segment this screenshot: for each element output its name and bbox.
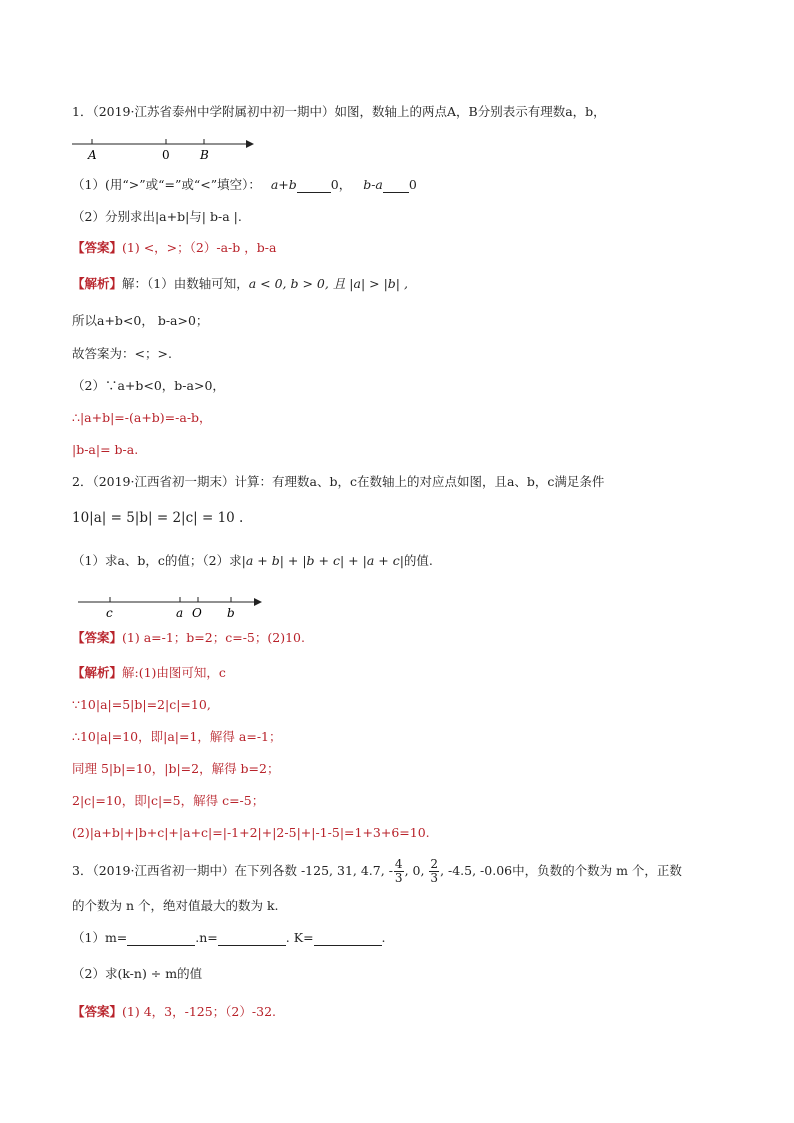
q3-part1-end: . xyxy=(381,930,386,945)
axis-label-b: b xyxy=(227,606,235,620)
q2-question-suffix: 的值. xyxy=(403,553,433,568)
q1-part2: （2）分别求出|a+b|与| b-a |. xyxy=(72,209,242,224)
q3-part1-k: . K= xyxy=(285,930,314,945)
q3-stem-suffix: , -4.5, -0.06中，负数的个数为 m 个，正数 xyxy=(440,863,682,878)
arrow-right-icon xyxy=(254,598,262,606)
q3-frac1-num: 4 xyxy=(394,857,403,871)
q1-analysis-lead: 解：（1）由数轴可知， xyxy=(122,276,249,291)
q2-line-4: 2|c|=10，即|c|=5，解得 c=-5； xyxy=(72,793,265,808)
q2-line-3: 同理 5|b|=10，|b|=2，解得 b=2； xyxy=(72,761,280,776)
q3-frac2-num: 2 xyxy=(430,857,439,871)
q1-line-1: 所以a+b<0， b-a>0； xyxy=(72,313,209,328)
answer-tag: 【答案】 xyxy=(72,630,123,645)
axis-label-a: a xyxy=(176,606,184,620)
answer-tag: 【答案】 xyxy=(72,240,123,255)
q1-line-5: |b-a|= b-a. xyxy=(72,442,139,457)
q1-answer xyxy=(72,240,276,256)
q3-part1 xyxy=(72,930,386,946)
q2-question-prefix: （1）求a、b，c的值；（2）求 xyxy=(72,553,242,568)
q2-question-math: |a + b| + |b + c| + |a + c| xyxy=(241,553,404,568)
q3-stem-mid: , 0, xyxy=(404,863,425,878)
q1-answer-text: (1) <，>；（2）-a-b ，b-a xyxy=(122,240,277,255)
axis-label-0: 0 xyxy=(162,148,170,162)
axis-label-a: A xyxy=(88,148,97,162)
q3-stem-prefix: 3．（2019·江西省初一期中）在下列各数 -125, 31, 4.7, xyxy=(72,863,385,878)
blank-k[interactable] xyxy=(314,933,382,946)
q3-part1-n: .n= xyxy=(195,930,218,945)
q3-frac1-sign: - xyxy=(388,863,393,878)
q1-line-3: （2）∵a+b<0，b-a>0， xyxy=(72,378,225,393)
axis-label-c: c xyxy=(106,606,113,620)
q3-answer xyxy=(72,1004,276,1020)
q1-part1-value1: 0， xyxy=(330,177,352,192)
q1-part1-expr2: b-a xyxy=(363,177,383,192)
q2-condition: 10|a| = 5|b| = 2|c| = 10 . xyxy=(72,510,244,526)
q2-answer xyxy=(72,630,305,646)
answer-tag: 【答案】 xyxy=(72,1004,123,1019)
blank-2[interactable] xyxy=(383,180,409,193)
q2-analysis xyxy=(72,665,226,681)
q1-line-4: ∴|a+b|=-(a+b)=-a-b， xyxy=(72,410,212,425)
analysis-tag: 【解析】 xyxy=(72,665,123,680)
q3-part2-math: (k-n) ÷ m xyxy=(117,966,178,981)
q1-analysis xyxy=(72,276,408,292)
q2-line-1: ∵10|a|=5|b|=2|c|=10, xyxy=(72,697,211,712)
q1-part1-expr1: a+b xyxy=(270,177,297,192)
q1-number-line xyxy=(70,134,260,164)
q3-part1-m: （1）m= xyxy=(72,930,128,945)
q3-part2-suffix: 的值 xyxy=(177,966,203,981)
q3-stem-line2: 的个数为 n 个，绝对值最大的数为 k. xyxy=(72,898,279,913)
q1-part1 xyxy=(72,177,417,193)
q1-analysis-math: a < 0, b > 0, 且 |a| > |b| , xyxy=(248,276,408,291)
q1-part1-value2: 0 xyxy=(408,177,417,192)
q1-line-2: 故答案为：<；>. xyxy=(72,346,172,361)
q2-answer-text: (1) a=-1；b=2；c=-5；(2)10. xyxy=(122,630,305,645)
q3-part2 xyxy=(72,966,202,982)
q3-part2-prefix: （2）求 xyxy=(72,966,118,981)
q2-analysis-lead: 解:(1)由图可知，c xyxy=(122,665,226,680)
q3-frac2-den: 3 xyxy=(430,871,439,885)
q2-stem: 2．（2019·江西省初一期末）计算：有理数a、b，c在数轴上的对应点如图，且a、b，c满足条件 xyxy=(72,474,605,489)
blank-m[interactable] xyxy=(127,933,195,946)
q1-stem: 1．（2019·江苏省泰州中学附属初中初一期中）如图，数轴上的两点A，B分别表示有理数a，b， xyxy=(72,104,606,119)
q2-question xyxy=(72,553,433,569)
q2-number-line xyxy=(76,592,268,622)
q2-line-2: ∴10|a|=10，即|a|=1，解得 a=-1； xyxy=(72,729,282,744)
axis-label-b: B xyxy=(200,148,209,162)
q3-frac1-den: 3 xyxy=(394,871,403,885)
q3-fraction-1 xyxy=(394,858,404,885)
q2-line-5: (2)|a+b|+|b+c|+|a+c|=|-1+2|+|2-5|+|-1-5|=1+3+6=10. xyxy=(72,825,430,840)
q3-fraction-2 xyxy=(429,858,439,885)
arrow-right-icon xyxy=(246,140,254,148)
q3-stem xyxy=(72,858,682,885)
axis-label-o: O xyxy=(192,606,202,620)
q3-answer-text: (1) 4，3，-125；（2）-32. xyxy=(122,1004,276,1019)
q1-part1-prefix: （1）(用“>”或“=”或“<”填空）： xyxy=(72,177,261,192)
blank-1[interactable] xyxy=(297,180,331,193)
blank-n[interactable] xyxy=(218,933,286,946)
analysis-tag: 【解析】 xyxy=(72,276,123,291)
